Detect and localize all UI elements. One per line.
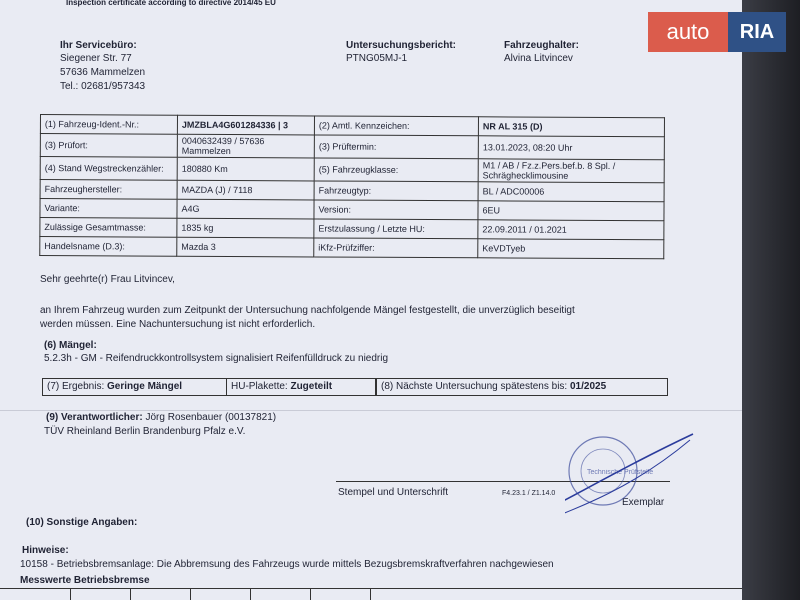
vehicle-field-value: M1 / AB / Fz.z.Pers.bef.b. 8 Spl. / Schräghecklimousine [478,159,664,183]
vehicle-field-value: A4G [177,199,314,219]
vehicle-field-value: NR AL 315 (D) [478,117,664,137]
vehicle-field-label: Erstzulassung / Letzte HU: [314,219,478,239]
background-dark [742,0,800,600]
vehicle-field-value: 13.01.2023, 08:20 Uhr [478,136,664,160]
next-inspection-value: 01/2025 [570,381,607,392]
vehicle-field-value: JMZBLA4G601284336 | 3 [177,115,314,135]
autoria-logo [648,12,786,52]
vehicle-field-label: (3) Prüfort: [40,134,177,158]
result-label: (7) Ergebnis: [47,381,105,392]
vehicle-field-label: Fahrzeughersteller: [40,180,177,200]
document-header: Inspection certificate according to directive 2014/45 EU [66,0,276,7]
logo-auto: auto [648,12,728,52]
responsible-org: TÜV Rheinland Berlin Brandenburg Pfalz e.V. [44,426,246,437]
vehicle-field-value: 180880 Km [177,157,314,181]
vehicle-row [40,157,664,183]
service-street: Siegener Str. 77 [60,53,132,64]
measure-table [0,588,742,600]
hint-line-1: 10158 - Betriebsbremsanlage: Die Abbremsung des Fahrzeugs wurde mittels Bezugsbremskraftverfahren nachgewiesen [20,559,554,570]
hints-label: Hinweise: [22,545,69,556]
vehicle-field-value: Mazda 3 [177,237,314,257]
vehicle-field-label: (4) Stand Wegstreckenzähler: [40,157,177,181]
vehicle-field-label: Handelsname (D.3): [40,237,177,257]
vehicle-field-label: Version: [314,200,478,220]
defect-item: 5.2.3h - GM - Reifendruckkontrollsystem signalisiert Reifenfülldruck zu niedrig [44,353,389,364]
logo-ria: RIA [728,12,786,52]
plakette-label: HU-Plakette: [231,381,288,392]
next-inspection-cell [376,378,668,396]
stamp-seal [565,426,695,536]
service-label: Ihr Servicebüro: [60,40,137,51]
vehicle-row [40,134,664,160]
measure-label: Messwerte Betriebsbremse [20,575,150,586]
exemplar-label: Exemplar [622,497,665,508]
body-line-2: werden müssen. Eine Nachuntersuchung ist nicht erforderlich. [40,319,316,330]
responsible-name: Jörg Rosenbauer (00137821) [145,412,277,423]
body-line-1: an Ihrem Fahrzeug wurden zum Zeitpunkt der Untersuchung nachfolgende Mängel festgestellt, die unverzüglich beseitigt [40,305,575,316]
vehicle-field-value: KeVDTyeb [478,239,664,259]
vehicle-field-value: 22.09.2011 / 01.2021 [478,220,664,240]
vehicle-table [39,114,665,259]
service-phone: Tel.: 02681/957343 [60,81,146,92]
stamp-text: Technische Prüfstelle [587,469,654,476]
holder-value: Alvina Litvincev [504,53,573,64]
vehicle-field-label: (1) Fahrzeug-Ident.-Nr.: [40,115,177,135]
vehicle-field-value: BL / ADC00006 [478,182,664,202]
vehicle-row [40,237,664,259]
responsible-label [46,412,276,423]
form-code: F4.23.1 / Z1.14.0 [502,490,556,497]
greeting: Sehr geehrte(r) Frau Litvincev, [40,274,175,285]
defects-label: (6) Mängel: [44,340,97,351]
result-cell [42,378,227,396]
report-value: PTNG05MJ-1 [346,53,408,64]
report-label: Untersuchungsbericht: [346,40,457,51]
vehicle-field-label: (2) Amtl. Kennzeichen: [314,116,478,136]
vehicle-field-label: Zulässige Gesamtmasse: [40,218,177,238]
vehicle-field-label: Fahrzeugtyp: [314,181,478,201]
vehicle-field-value: 6EU [478,201,664,221]
service-city: 57636 Mammelzen [60,67,146,78]
plakette-cell [226,378,376,396]
plakette-value: Zugeteilt [290,381,333,392]
vehicle-field-value: 0040632439 / 57636 Mammelzen [177,134,314,158]
result-row [42,378,668,396]
vehicle-field-label: (5) Fahrzeugklasse: [314,158,478,182]
holder-label: Fahrzeughalter: [504,40,580,51]
responsible-label-text: (9) Verantwortlicher: [46,412,143,423]
vehicle-field-value: 1835 kg [177,218,314,238]
result-value: Geringe Mängel [107,381,183,392]
vehicle-field-label: Variante: [40,199,177,219]
vehicle-field-label: (3) Prüftermin: [314,135,478,159]
stamp-signature-label: Stempel und Unterschrift [338,487,449,498]
other-info-label: (10) Sonstige Angaben: [26,517,138,528]
vehicle-field-label: iKfz-Prüfziffer: [314,238,478,258]
next-inspection-label: (8) Nächste Untersuchung spätestens bis: [381,381,568,392]
vehicle-field-value: MAZDA (J) / 7118 [177,180,314,200]
